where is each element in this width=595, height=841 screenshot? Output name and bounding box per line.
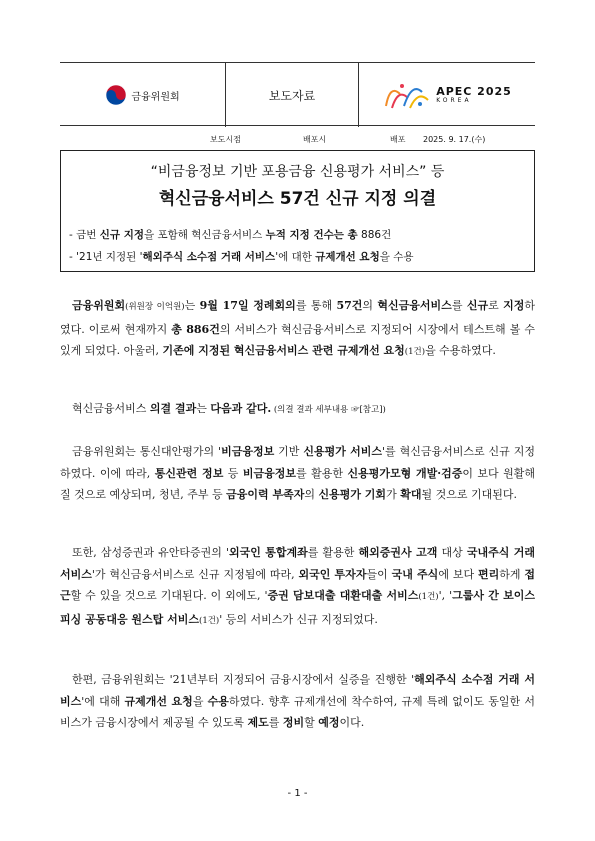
p4-seg: 외국인 투자자 [298,567,367,581]
paragraph-1 [60,295,535,364]
p4-seg: ' 등의 서비스가 신규 지정되었다. [219,612,378,626]
subtitle-1 [69,227,391,242]
p4-seg: 외국인 통합계좌 [228,546,308,559]
subtitle-2 [69,249,414,264]
p5-seg: 예정 [318,716,340,729]
p4-seg: (1건) [199,615,220,626]
subtitle-2-bold-b: 규제개선 요청 [315,251,380,263]
p3-seg: 가 [386,488,401,501]
p3-seg: 기반 [274,445,304,458]
p4-seg: (1건) [418,592,439,602]
p5-seg: 정비 [282,716,305,729]
p3-seg: 비금융정보 [242,466,297,480]
p5-seg: 를 [268,716,283,729]
headline-box [60,150,535,272]
p1-seg: 하였다. 이로써 현재까지 [60,299,536,336]
p2-seg: 혁신금융서비스 [72,402,150,415]
p1-seg: 금융위원회 [72,299,126,312]
p1-seg: 는 [184,299,200,312]
p4-seg: 에 보다 [438,567,478,581]
p4-seg: 들이 [366,567,392,581]
p1-seg: 의 [362,299,378,312]
p5-seg: 할 [304,716,319,729]
p4-seg: 그룹사 간 보이스피싱 공동대응 원스탑 서비스 [60,589,535,626]
p1-seg: 을 수용하였다. [425,344,496,357]
p1-seg: 신규 [466,299,489,312]
p3-seg: 통신관련 정보 [154,466,224,480]
headline-line2: 혁신금융서비스 57건 신규 지정 의결 [158,189,437,209]
p1-seg: 57건 [336,299,363,312]
p3-seg: 될 것으로 기대된다. [421,488,517,501]
p2-seg: 는 [196,402,211,415]
paragraph-2 [60,398,535,422]
p3-seg: 금융위원회는 통신대안평가의 ' [72,445,222,458]
p4-seg: 를 활용한 [307,546,359,559]
p1-seg: 의 서비스가 혁신금융서비스로 지정되어 시장에서 테스트해 볼 수 있게 되었다. 아울러, [60,322,535,357]
p5-seg: 한편, 금융위원회는 '21년부터 지정되어 금융시장에서 실증을 진행한 ' [72,673,415,686]
fsc-taegeuk-logo-icon [105,84,127,106]
p5-seg: 수용 [207,694,229,708]
p1-seg: (1건) [404,347,426,357]
p3-seg: 비금융정보 [221,445,275,458]
apec-logo-cell [359,63,535,127]
p2-seg: 다음과 같다. [210,402,272,415]
p1-seg: (위원장 이억원) [125,302,185,312]
subtitle-1-bold-b: 누적 지정 건수는 총 [265,229,358,241]
paragraph-3 [60,441,535,506]
subtitle-2-text-b: '에 대한 [275,251,316,263]
p1-seg: 를 통해 [295,299,337,312]
p4-seg: 하게 [499,567,525,581]
p5-seg: 하였다. 향후 규제개선에 착수하여, 규제 특례 없이도 동일한 서비스가 금융시장에서 제공될 수 있도록 [60,694,535,729]
p3-seg: 를 활용한 [296,466,348,480]
paragraph-4 [60,542,535,632]
paragraph-5 [60,669,535,734]
p1-seg: 총 886건 [171,322,220,336]
page-number: - 1 - [287,788,308,799]
release-date: 2025. 9. 17.(수) [423,135,486,144]
p4-seg: ', ' [438,589,453,602]
p5-seg: '에 대해 [81,694,125,708]
release-label-3: 배포 [390,135,406,144]
p3-seg: 금융이력 부족자 [226,488,305,501]
p3-seg: 등 [223,466,243,480]
p4-seg: 해외증권사 고객 [358,546,438,559]
apec-line2: KOREA [436,96,472,104]
p3-seg: 확대 [400,488,422,501]
p4-seg: 편리 [477,567,500,581]
p4-seg: 대상 [437,546,467,559]
p4-seg: 증권 담보대출 대환대출 서비스 [267,589,419,602]
p5-seg: 을 [192,694,208,708]
p1-seg: 혁신금융서비스 [377,299,452,312]
p3-seg: 신용평가 기회 [318,488,387,501]
subtitle-2-text-c: 을 수용 [379,251,414,263]
subtitle-1-text-b: 을 포함해 혁신금융서비스 [144,229,266,241]
p4-seg: 국내주식 거래서비스 [60,546,536,581]
org-name: 금융위원회 [131,91,180,103]
p5-seg: 제도 [247,716,269,729]
p5-seg: 이다. [339,716,365,729]
p3-seg: 의 [304,488,319,501]
p4-seg: '가 혁신금융서비스로 신규 지정됨에 따라, [91,567,299,581]
p1-seg: 로 [488,299,504,312]
subtitle-2-text-a: - '21년 지정된 ' [69,251,143,263]
subtitle-1-text-c: 886건 [357,229,392,241]
p1-seg: 지정 [503,299,525,312]
subtitle-1-bold-a: 신규 지정 [99,229,144,241]
p4-seg: 또한, 삼성증권과 유안타증권의 ' [72,546,229,559]
p3-seg: 신용평가모형 개발·검증 [347,466,463,480]
apec-line1: APEC 2025 [436,84,512,98]
release-info-row [60,132,535,148]
p4-seg: 할 수 있을 것으로 기대된다. 이 외에도, ' [70,589,268,602]
p5-seg: 해외주식 소수점 거래 서비스 [60,673,536,708]
release-label-2: 배포시 [303,135,327,144]
subtitle-1-text-a: - 금번 [69,229,100,241]
apec-2025-logo-icon [382,80,430,110]
doc-type-title: 보도자료 [226,63,359,127]
p3-seg: 이 보다 원활해질 것으로 예상되며, 청년, 주부 등 [60,466,536,501]
release-label-1: 보도시점 [210,135,241,144]
p1-seg: 9월 17일 정례회의 [199,299,296,312]
p5-seg: 규제개선 요청 [124,694,193,708]
p2-seg: 의결 결과 [149,402,197,415]
p4-seg: 국내 주식 [391,567,439,581]
p2-seg: (의결 결과 세부내용 ☞[참고]) [271,405,386,415]
org-logo-cell [60,63,226,127]
headline-line1: “비금융정보 기반 포용금융 신용평가 서비스” 등 [150,164,445,180]
p3-seg: 신용평가 서비스 [303,445,383,458]
p3-seg: '를 혁신금융서비스로 신규 지정하였다. 이에 따라, [60,445,536,480]
apec-text [436,86,512,105]
p1-seg: 기존에 지정된 혁신금융서비스 관련 규제개선 요청 [162,344,405,357]
p1-seg: 를 [451,299,467,312]
p4-seg: 접근 [60,567,536,602]
press-release-header [60,62,535,126]
subtitle-2-bold-a: 해외주식 소수점 거래 서비스 [142,251,276,263]
